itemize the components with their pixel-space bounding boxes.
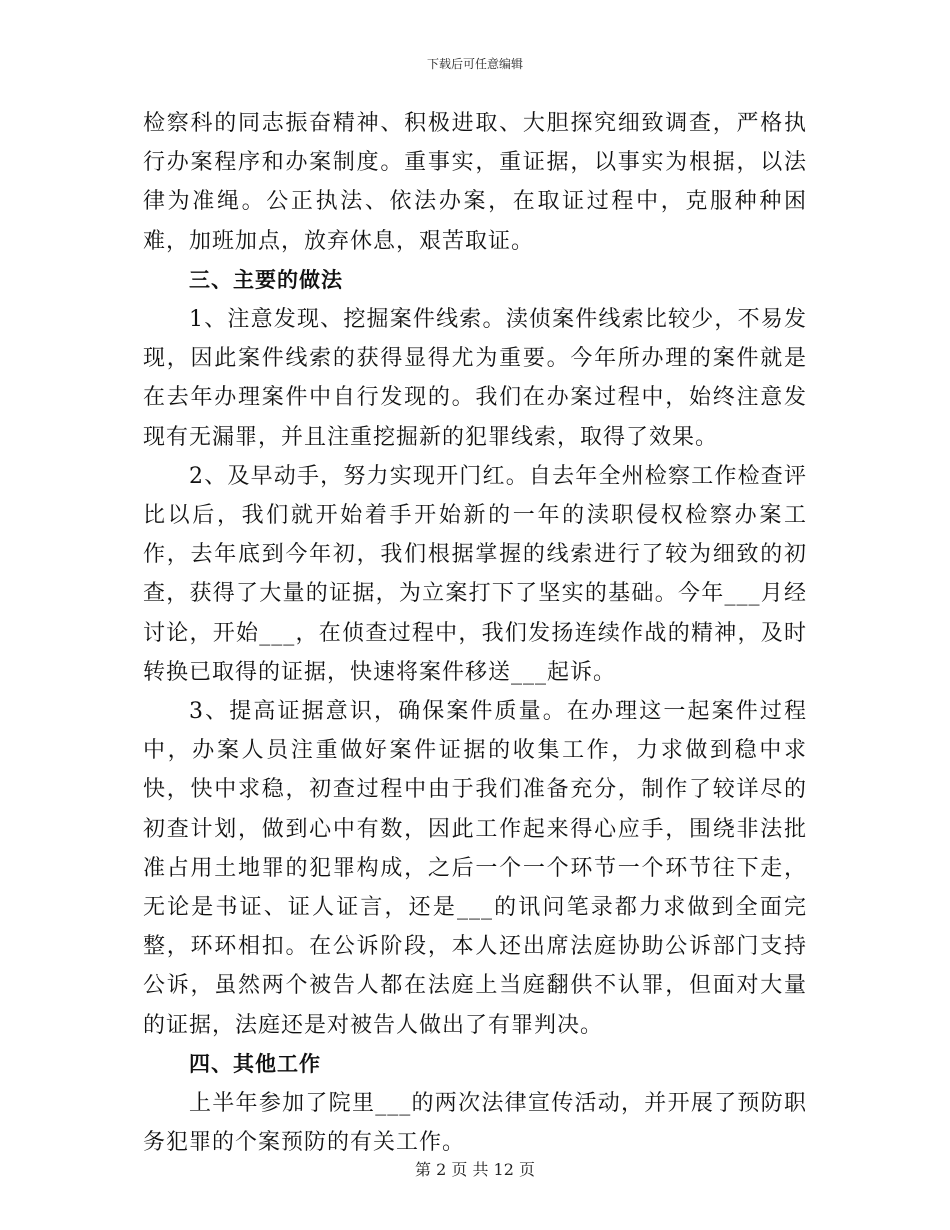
paragraph-method-1: 1、注意发现、挖掘案件线索。渎侦案件线索比较少，不易发现，因此案件线索的获得显得尤为重要。今年所办理的案件就是在去年办理案件中自行发现的。我们在办案过程中，始终注意发现有无漏罪，并且注重挖掘新的犯罪线索，取得了效果。: [143, 307, 807, 450]
page-header: 下载后可任意编辑: [426, 57, 523, 71]
paragraph-other-work: 上半年参加了院里___的两次法律宣传活动，并开展了预防职务犯罪的个案预防的有关工作。: [143, 1091, 807, 1156]
page-number-footer: 第 2 页 共 12 页: [415, 1160, 535, 1179]
paragraph-method-2: 2、及早动手，努力实现开门红。自去年全州检察工作检查评比以后，我们就开始着手开始新的一年的渎职侵权检察办案工作，去年底到今年初，我们根据掌握的线索进行了较为细致的初查，获得了大量的证据，为立案打下了坚实的基础。今年___月经讨论，开始___，在侦查过程中，我们发扬连续作战的精神，及时转换已取得的证据，快速将案件移送___起诉。: [143, 463, 807, 685]
paragraph-method-3: 3、提高证据意识，确保案件质量。在办理这一起案件过程中，办案人员注重做好案件证据的收集工作，力求做到稳中求快，快中求稳，初查过程中由于我们准备充分，制作了较详尽的初查计划，做到心中有数，因此工作起来得心应手，围绕非法批准占用土地罪的犯罪构成，之后一个一个环节一个环节往下走，无论是书证、证人证言，还是___的讯问笔录都力求做到全面完整，环环相扣。在公诉阶段，本人还出席法庭协助公诉部门支持公诉，虽然两个被告人都在法庭上当庭翻供不认罪，但面对大量的证据，法庭还是对被告人做出了有罪判决。: [143, 699, 807, 1038]
document-body: [143, 104, 807, 1162]
paragraph-continuation: 检察科的同志振奋精神、积极进取、大胆探究细致调查，严格执行办案程序和办案制度。重事实，重证据，以事实为根据，以法律为准绳。公正执法、依法办案，在取证过程中，克服种种困难，加班加点，放弃休息，艰苦取证。: [143, 111, 807, 254]
section-heading-other-work: 四、其他工作: [189, 1051, 321, 1076]
section-heading-main-methods: 三、主要的做法: [189, 267, 343, 292]
